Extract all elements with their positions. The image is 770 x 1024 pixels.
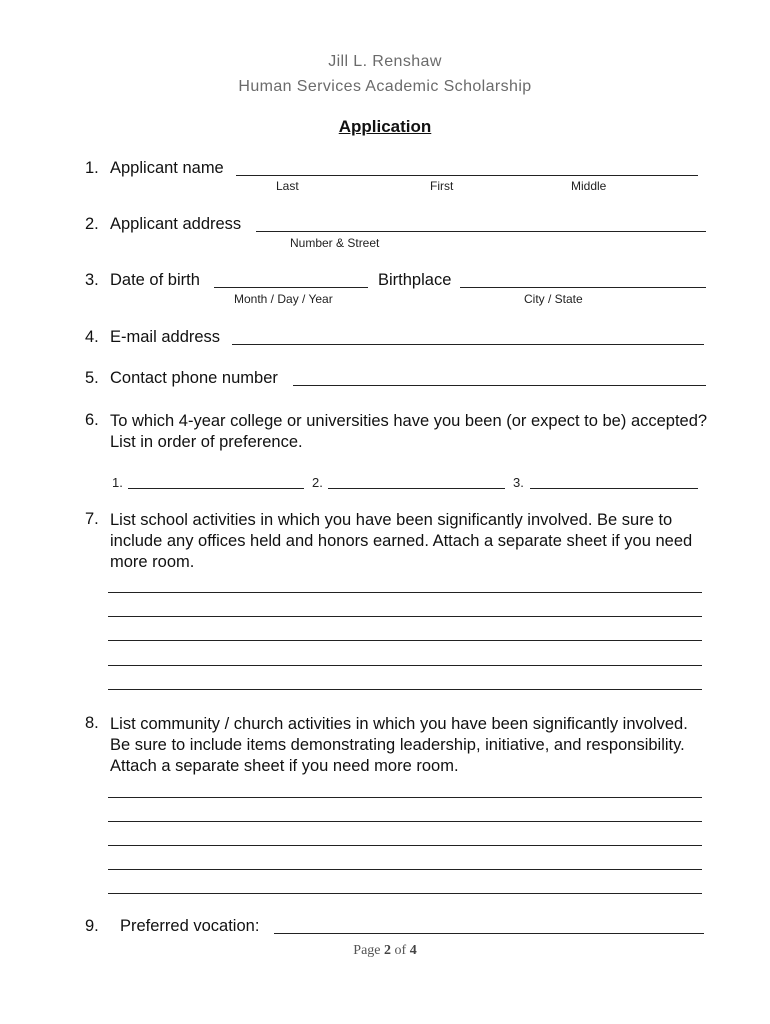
q6-number: 6. (85, 411, 99, 429)
q3-number: 3. (85, 271, 99, 289)
q3-label-birthplace: Birthplace (378, 271, 452, 289)
community-activities-line[interactable] (108, 797, 702, 798)
sub-last: Last (276, 179, 299, 193)
school-activities-line[interactable] (108, 616, 702, 617)
q5-number: 5. (85, 369, 99, 387)
header-scholarship: Human Services Academic Scholarship (238, 78, 532, 95)
choice-2-label: 2. (312, 475, 323, 490)
date-of-birth-field[interactable] (214, 287, 368, 288)
q8-text: List community / church activities in which you have been significantly involved. Be sure to include items demonstrating leadership, initiative, and responsibility. Attach a separate sheet if you need more room. (110, 715, 688, 775)
q4-number: 4. (85, 328, 99, 346)
q7-number: 7. (85, 510, 99, 528)
header-name: Jill L. Renshaw (328, 53, 442, 70)
page-current: 2 (384, 943, 392, 958)
q7-text: List school activities in which you have been significantly involved. Be sure to include any offices held and honors earned. Attach a separate sheet if you need more room. (110, 511, 693, 571)
page-total: 4 (409, 943, 417, 958)
q8-number: 8. (85, 714, 99, 732)
sub-first: First (430, 179, 454, 193)
page-word: Page (353, 943, 381, 958)
choice-1-label: 1. (112, 475, 123, 490)
q6-text: To which 4-year college or universities have you been (or expect to be) accepted? List in order of preference. (110, 412, 708, 451)
school-activities-line[interactable] (108, 640, 702, 641)
community-activities-line[interactable] (108, 821, 702, 822)
sub-number-street: Number & Street (290, 236, 380, 250)
community-activities-line[interactable] (108, 845, 702, 846)
community-activities-line[interactable] (108, 893, 702, 894)
preferred-vocation-field[interactable] (274, 933, 704, 934)
sub-city-state: City / State (524, 292, 583, 306)
q9-number: 9. (85, 917, 99, 935)
q1-label: Applicant name (110, 159, 224, 177)
school-activities-line[interactable] (108, 665, 702, 666)
phone-field[interactable] (293, 385, 706, 386)
community-activities-line[interactable] (108, 869, 702, 870)
q3-label: Date of birth (110, 271, 200, 289)
q1-number: 1. (85, 159, 99, 177)
page-number (0, 943, 770, 959)
sub-dob: Month / Day / Year (234, 292, 333, 306)
page-title: Application (338, 117, 432, 136)
school-activities-line[interactable] (108, 592, 702, 593)
college-choice-1-field[interactable] (128, 488, 304, 489)
q2-number: 2. (85, 215, 99, 233)
school-activities-line[interactable] (108, 689, 702, 690)
q4-label: E-mail address (110, 328, 221, 346)
birthplace-field[interactable] (460, 287, 706, 288)
applicant-name-field[interactable] (236, 175, 698, 176)
email-field[interactable] (232, 344, 704, 345)
sub-middle: Middle (571, 179, 607, 193)
choice-3-label: 3. (513, 475, 524, 490)
q5-label: Contact phone number (110, 369, 278, 387)
of-word: of (394, 943, 407, 958)
q9-label: Preferred vocation: (120, 917, 260, 935)
college-choice-3-field[interactable] (530, 488, 698, 489)
q2-label: Applicant address (110, 215, 242, 233)
applicant-address-field[interactable] (256, 231, 706, 232)
college-choice-2-field[interactable] (328, 488, 505, 489)
